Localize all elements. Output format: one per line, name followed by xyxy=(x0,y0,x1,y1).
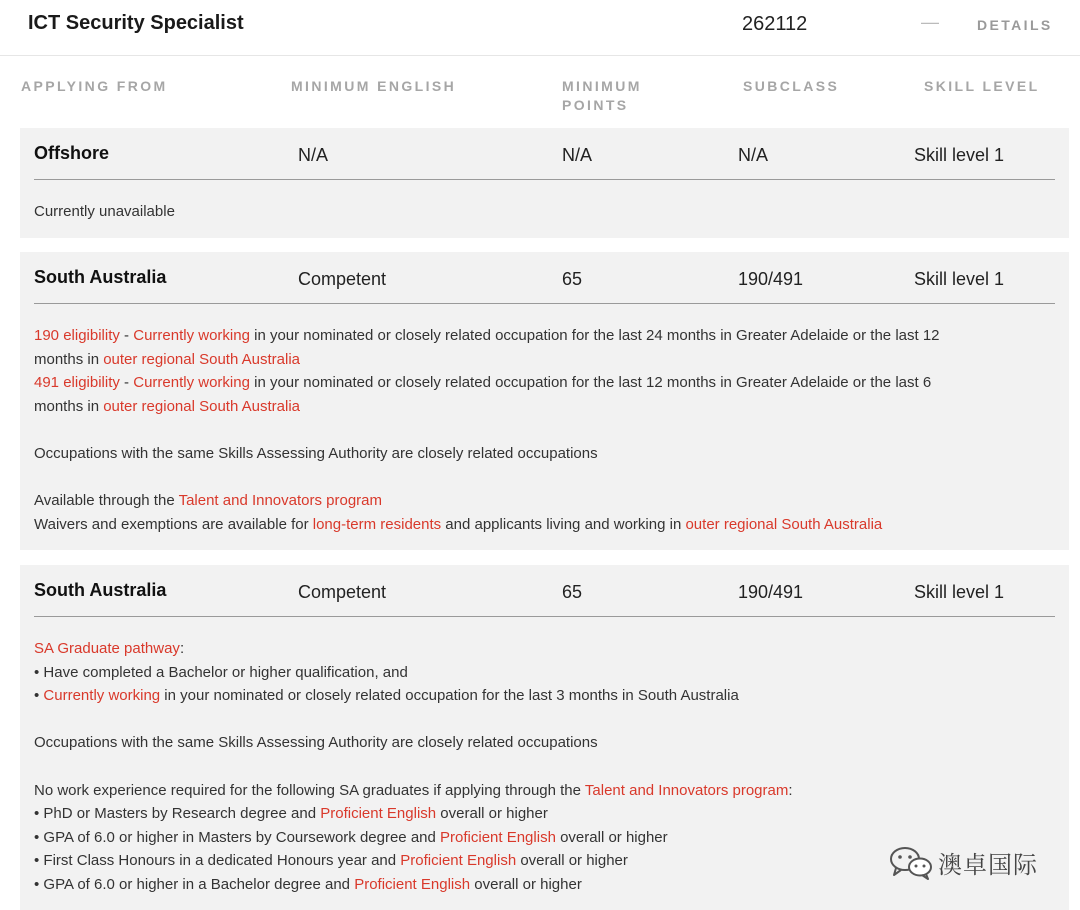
row-subclass: 190/491 xyxy=(738,582,804,602)
occupation-header xyxy=(0,0,1080,56)
outer-regional-sa-link[interactable]: outer regional South Australia xyxy=(685,515,883,533)
row-subclass: N/A xyxy=(738,145,769,165)
row-notes xyxy=(34,324,1044,536)
eligibility-190-line: 190 eligibility - Currently working in your nominated or closely related occupation for the last 24 months in Greater Adelaide or the last 12 xyxy=(34,327,940,344)
eligibility-190-line-cont: months in outer regional South Australia xyxy=(34,350,300,368)
graduate-pathway-heading: SA Graduate pathway: xyxy=(34,640,185,657)
row-region: Offshore xyxy=(34,143,110,163)
spacer xyxy=(34,708,1044,732)
row-english: N/A xyxy=(298,145,329,165)
column-header-minimum-points xyxy=(562,77,642,115)
talent-innovators-link[interactable]: Talent and Innovators program xyxy=(584,781,789,799)
list-item: • PhD or Masters by Research degree and Proficient English overall or higher xyxy=(34,805,548,823)
collapse-dash[interactable]: — xyxy=(921,12,939,32)
row-points: 65 xyxy=(562,269,583,289)
spacer xyxy=(34,755,1044,779)
waivers-line: Waivers and exemptions are available for long-term residents and applicants living and working in outer regional South Australia xyxy=(34,515,883,533)
row-points: 65 xyxy=(562,582,583,602)
related-occupations-note: Occupations with the same Skills Assessing Authority are closely related occupations xyxy=(34,444,598,462)
sa-graduate-pathway-link[interactable]: SA Graduate pathway xyxy=(34,640,180,657)
occupation-code: 262112 xyxy=(742,13,808,35)
currently-working-link[interactable]: Currently working xyxy=(133,327,250,344)
row-divider xyxy=(34,179,1055,180)
details-link[interactable]: DETAILS xyxy=(977,17,1053,33)
outer-regional-sa-link[interactable]: outer regional South Australia xyxy=(103,350,300,368)
eligibility-491-line: 491 eligibility - Currently working in your nominated or closely related occupation for the last 12 months in Greater Adelaide or the last 6 xyxy=(34,374,932,392)
related-occupations-note: Occupations with the same Skills Assessing Authority are closely related occupations xyxy=(34,734,598,752)
eligibility-491-link[interactable]: 491 eligibility xyxy=(34,374,120,392)
column-header-minimum-points-line1: MINIMUM xyxy=(562,78,642,94)
currently-working-link[interactable]: Currently working xyxy=(43,687,161,705)
row-divider xyxy=(34,616,1055,617)
row-skill-level: Skill level 1 xyxy=(914,582,1005,602)
spacer xyxy=(34,418,1044,442)
column-header-minimum-english: MINIMUM ENGLISH xyxy=(291,78,457,94)
no-work-experience-line: No work experience required for the following SA graduates if applying through the Talent and Innovators program: xyxy=(34,781,793,799)
proficient-english-link[interactable]: Proficient English xyxy=(440,828,556,846)
list-item: • GPA of 6.0 or higher in a Bachelor degree and Proficient English overall or higher xyxy=(34,875,582,893)
row-region: South Australia xyxy=(34,580,167,600)
talent-innovators-link[interactable]: Talent and Innovators program xyxy=(178,492,383,510)
proficient-english-link[interactable]: Proficient English xyxy=(354,875,471,893)
row-skill-level: Skill level 1 xyxy=(914,145,1005,165)
currently-working-link[interactable]: Currently working xyxy=(133,374,250,392)
row-skill-level: Skill level 1 xyxy=(914,269,1005,289)
eligibility-491-line-cont: months in outer regional South Australia xyxy=(34,397,300,415)
availability-note: Currently unavailable xyxy=(34,203,175,220)
spacer xyxy=(34,466,1044,490)
eligibility-190-link[interactable]: 190 eligibility xyxy=(34,327,120,344)
row-card-south-australia xyxy=(20,252,1069,550)
wechat-brand-text: 澳卓国际 xyxy=(938,850,1038,879)
row-card-offshore xyxy=(20,128,1069,238)
row-subclass: 190/491 xyxy=(738,269,804,289)
row-region: South Australia xyxy=(34,267,167,287)
column-header-subclass: SUBCLASS xyxy=(743,78,840,94)
list-item: • First Class Honours in a dedicated Honours year and Proficient English overall or higher xyxy=(34,852,628,870)
list-item: • Currently working in your nominated or closely related occupation for the last 3 months in South Australia xyxy=(34,687,739,705)
talent-program-line: Available through the Talent and Innovators program xyxy=(34,492,383,510)
list-item: • Have completed a Bachelor or higher qualification, and xyxy=(34,663,408,681)
occupation-title: ICT Security Specialist xyxy=(28,12,244,34)
row-english: Competent xyxy=(298,269,387,289)
column-header-skill-level: SKILL LEVEL xyxy=(924,78,1040,94)
list-item: • GPA of 6.0 or higher in Masters by Coursework degree and Proficient English overall or higher xyxy=(34,828,668,846)
column-header-applying-from: APPLYING FROM xyxy=(21,78,168,94)
wechat-watermark xyxy=(888,842,1058,882)
wechat-logo-icon xyxy=(888,844,934,880)
long-term-residents-link[interactable]: long-term residents xyxy=(312,515,442,533)
proficient-english-link[interactable]: Proficient English xyxy=(320,805,437,823)
row-points: N/A xyxy=(562,145,593,165)
row-divider xyxy=(34,303,1055,304)
outer-regional-sa-link[interactable]: outer regional South Australia xyxy=(103,397,300,415)
row-english: Competent xyxy=(298,582,387,602)
row-notes xyxy=(34,200,1044,224)
column-header-minimum-points-line2: POINTS xyxy=(562,97,629,113)
proficient-english-link[interactable]: Proficient English xyxy=(400,852,517,870)
